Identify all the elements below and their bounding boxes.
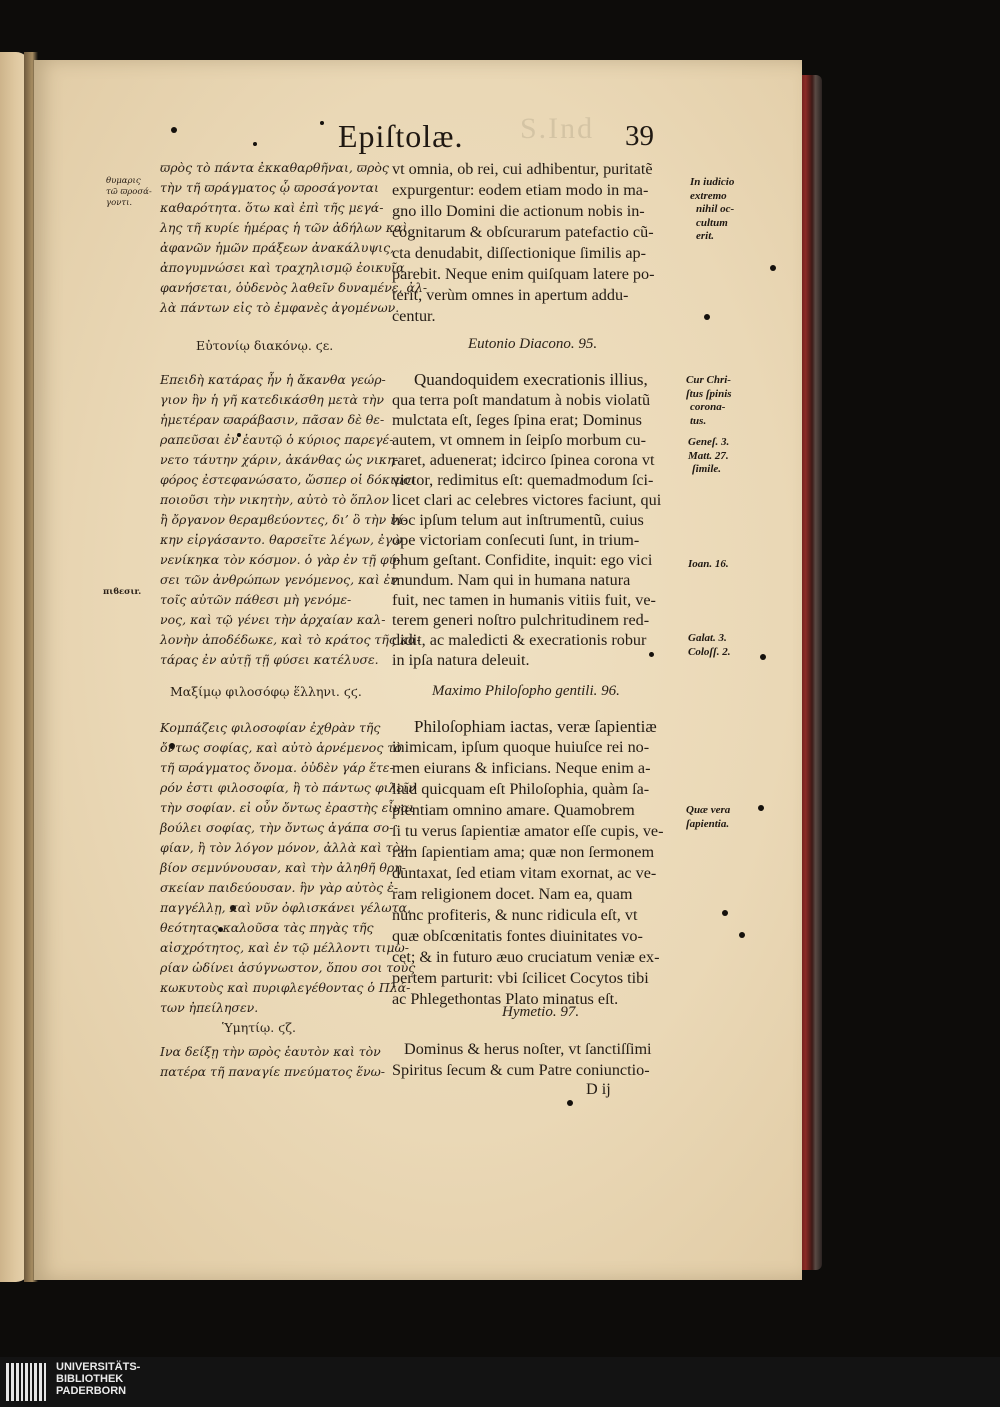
right-note-line: Matt. 27. (688, 449, 729, 462)
greek-heading: Ὑμητίῳ. ϛζ. (222, 1020, 296, 1035)
library-name (56, 1361, 140, 1397)
latin-line: ac Phlegethontas Plato minatus eſt. (392, 990, 619, 1008)
latin-line: ram ſapientiam ama; quæ non ſermonem (392, 843, 655, 861)
latin-line: victor, redimitus eſt: quemadmodum ſci- (392, 471, 654, 489)
right-note-line: extremo (690, 189, 727, 202)
ink-speck (758, 805, 764, 811)
greek-line: θεότητας καλοῦσα τὰς πηγὰς τῆς (160, 920, 374, 935)
ink-speck (760, 654, 766, 660)
latin-line: ſi tu verus ſapientiæ amator eſſe cupis, ve- (392, 822, 664, 840)
latin-line: autem, vt omnem in ſeipſo morbum cu- (392, 431, 647, 449)
left-note-line: θυμαρις (106, 176, 141, 186)
book-page (34, 60, 802, 1280)
greek-line: καθαρότητα. ὅτω καὶ ἐπὶ τῆς μεγά- (160, 200, 384, 215)
left-margin-note: πιϐεσιr. (103, 587, 142, 597)
right-note-line: corona- (690, 401, 726, 413)
latin-line: terit, verùm omnes in apertum addu- (392, 286, 629, 304)
greek-line: φίαν, ἢ τὸν λόγον μόνον, ἀλλὰ καὶ τὸν (160, 840, 408, 855)
greek-line: τῆ ϖράγματος ὄνομα. ὁὐδὲν γάρ ἕτε- (160, 760, 394, 775)
greek-line: γιον ἣν ἡ γῆ κατεδικάσθη μετὰ τὴν (160, 392, 384, 407)
greek-heading: Εὐτονίῳ διακόνῳ. ϛε. (196, 338, 334, 353)
right-note-line: ſimile. (692, 463, 722, 475)
greek-line: ραπεῦσαι ἐν ἑαυτῷ ὁ κύριος παρεγέ- (160, 432, 394, 447)
ink-speck (739, 932, 745, 938)
library-name-line: BIBLIOTHEK (56, 1373, 124, 1385)
ink-speck (704, 314, 710, 320)
greek-line: βούλει σοφίας, τὴν ὄντως ἀγάπα σο- (160, 820, 394, 835)
right-margin-note (690, 176, 734, 244)
greek-line: Ινα δείξῃ τὴν ϖρὸς ἑαυτὸν καὶ τὸν (160, 1044, 381, 1059)
right-margin-note (688, 632, 730, 659)
greek-line: νενίκηκα τὸν κόσμον. ὁ γὰρ ἐν τῇ φύ- (160, 552, 401, 567)
greek-line: πατέρα τῆ παναγίε πνεύματος ἕνω- (160, 1064, 385, 1079)
signature-mark: D ij (586, 1080, 611, 1098)
greek-line: νετο τάυτην χάριν, ἀκάνθας ὡς νικη- (160, 452, 399, 467)
left-note-line: τῶ ϖροσά- (106, 187, 152, 197)
latin-line: terem generi noſtro pulchritudinem red- (392, 611, 650, 629)
greek-line: τάρας ἐν αὐτῇ τῇ φύσει κατέλυσε. (160, 652, 379, 667)
latin-line: raret, aduenerat; idcirco ſpinea corona vt (392, 451, 655, 469)
latin-heading: Eutonio Diacono. 95. (468, 336, 598, 352)
right-margin-note (686, 804, 730, 831)
latin-line: quæ obſcœnitatis fontes diuinitates vo- (392, 927, 643, 945)
latin-line: gno illo Domini die actionum nobis in- (392, 202, 645, 220)
greek-line: φόρος ἐστεφανώσατο, ὥσπερ οἱ δόκιμοι (160, 472, 416, 487)
latin-line: Dominus & herus noſter, vt ſanctiſſimi (404, 1040, 652, 1058)
ink-speck (320, 121, 324, 125)
page-number: 39 (625, 120, 654, 152)
greek-line: ἀφανῶν ἡμῶν πράξεων ἀνακάλυψις, (160, 240, 395, 255)
latin-line: phum geſtant. Confidite, inquit: ego vici (392, 551, 653, 569)
library-name-line: PADERBORN (56, 1385, 127, 1397)
greek-heading: Μαξίμῳ φιλοσόφῳ ἕλληνι. ϛϛ. (170, 684, 362, 699)
latin-line: in ipſa natura deleuit. (392, 651, 530, 669)
right-note-line: ſtus ſpinis (686, 387, 732, 400)
latin-line: cognitarum & obſcurarum patefactio cũ- (392, 223, 654, 241)
right-margin-note: Ioan. 16. (688, 558, 729, 570)
greek-line: σει τῶν ἀνθρώπων γενόμενος, καὶ ἐν (160, 572, 398, 587)
latin-line: qua terra poſt mandatum à nobis violatũ (392, 391, 651, 409)
right-note-line: Geneſ. 3. (688, 436, 730, 448)
latin-line: cta denudabit, diſſectionique ſimilis ap- (392, 244, 646, 262)
latin-line: vt omnia, ob rei, cui adhibentur, puritatẽ (392, 160, 653, 178)
greek-line: των ἠπείλησεν. (160, 1000, 259, 1015)
latin-line: duntaxat, ſed etiam vitam exornat, ac ve- (392, 864, 657, 882)
right-note-line: In iudicio (690, 176, 735, 188)
right-note-line: Coloſſ. 2. (688, 645, 731, 658)
right-margin-note (688, 436, 729, 477)
greek-line: τοῖς αὐτῶν πάθεσι μὴ γενόμε- (160, 592, 352, 607)
latin-line: men eiurans & inficians. Neque enim a- (392, 759, 651, 777)
greek-line: Επειδὴ κατάρας ἦν ἡ ἄκανθα γεώρ- (160, 372, 386, 387)
right-note-line: Galat. 3. (688, 632, 727, 644)
book-cover-edge (800, 75, 822, 1270)
greek-line: ρόν ἐστι φιλοσοφία, ἢ τὸ πάντως φιλεῖν (160, 780, 416, 795)
ink-speck (722, 910, 728, 916)
greek-line: ρίαν ὠδίνει ἀσύγνωστον, ὅπου σοι τοὺς (160, 960, 416, 975)
latin-line: licet clari ac celebres victores faciunt, qui (392, 491, 662, 509)
latin-line: liud quicquam eſt Philoſophia, quàm ſa- (392, 780, 650, 798)
latin-line: expurgentur: eodem etiam modo in ma- (392, 181, 649, 199)
ink-speck (253, 142, 257, 146)
ink-speck (770, 265, 776, 271)
greek-line: λης τῆ κυρίε ἡμέρας ἡ τῶν ἀδήλων καὶ (160, 220, 408, 235)
latin-line: ram religionem docet. Nam ea, quam (392, 885, 633, 903)
greek-line: Κομπάζεις φιλοσοφίαν ἐχθρὰν τῆς (160, 720, 381, 735)
latin-line: didit, ac maledicti & execrationis robur (392, 631, 647, 649)
latin-line: pientiam omnino amare. Quamobrem (392, 801, 635, 819)
right-note-line: Quæ vera (686, 804, 731, 816)
greek-line: ἀπογυμνώσει καὶ τραχηλισμῷ ἐοικυῖα (160, 260, 405, 275)
latin-heading: Hymetio. 97. (502, 1004, 580, 1020)
greek-line: αἰσχρότητος, καὶ ἐν τῷ μέλλοντι τιμω- (160, 940, 409, 955)
ink-speck (171, 127, 177, 133)
latin-line: Philoſophiam iactas, veræ ſapientiæ (414, 717, 657, 736)
running-head (300, 118, 720, 162)
latin-line: fuit, nec tamen in humanis vitiis fuit, ve- (392, 591, 656, 609)
right-note-line: ſapientia. (686, 817, 730, 830)
latin-line: mundum. Nam qui in humana natura (392, 571, 631, 589)
ink-speck (649, 652, 654, 657)
right-margin-note (686, 374, 732, 428)
latin-line: nunc profiteris, & nunc ridicula eſt, vt (392, 906, 638, 924)
greek-line: φανήσεται, ὁὐδενὸς λαθεῖν δυναμένε, ἀλ- (160, 280, 428, 295)
left-note-line: γοντι. (106, 198, 133, 208)
greek-line: ἢ ὄργανον θεραμϐεύοντες, δι’ ὃ τὴν νί- (160, 512, 407, 527)
latin-heading: Maximo Philoſopho gentili. 96. (432, 683, 620, 699)
greek-line: ϖρὸς τὸ πάντα ἐκκαθαρθῆναι, ϖρὸς (160, 160, 389, 175)
latin-line: pertem parturit: vbi ſcilicet Cocytos tibi (392, 969, 649, 987)
latin-line: centur. (392, 307, 436, 325)
greek-line: τὴν τῆ ϖράγματος ᾧ ϖροσάγονται (160, 180, 379, 195)
greek-line: ἡμετέραν ϖαράβασιν, πᾶσαν δὲ θε- (160, 412, 385, 427)
greek-line: σκείαν παιδεύουσαν. ἣν γὰρ αὐτὸς ἐ- (160, 880, 399, 895)
greek-line: κωκυτοὺς καὶ πυριφλεγέθοντας ὁ Πλά- (160, 980, 411, 995)
greek-line: νος, καὶ τῷ γένει τὴν ἀρχαίαν καλ- (160, 612, 386, 627)
greek-line: ὄντως σοφίας, καὶ αὐτὸ ἀρνέμενος τὸ (160, 740, 402, 755)
right-note-line: Cur Chri- (686, 374, 731, 386)
latin-line: parebit. Neque enim quiſquam latere po- (392, 265, 655, 283)
latin-line: mulctata eſt, ſeges ſpina erat; Dominus (392, 411, 642, 429)
latin-line: inimicam, ipſum quoque huiuſce rei no- (392, 738, 650, 756)
library-logo-icon (6, 1363, 50, 1401)
latin-line: hoc ipſum telum aut inſtrumentũ, cuius (392, 511, 644, 529)
left-margin-note (106, 176, 152, 209)
greek-line: λονὴν ἀποδέδωκε, καὶ τὸ κράτος τῆς κα- (160, 632, 421, 647)
greek-line: παγγέλλῃ, καὶ νῦν ὀφλισκάνει γέλωτα, (160, 900, 411, 915)
right-note-line: nihil oc- (696, 203, 735, 215)
greek-line: κην εἰργάσαντο. θαρσεῖτε λέγων, ἐγὼ (160, 532, 403, 547)
greek-line: τὴν σοφίαν. εἰ οὖν ὄντως ἐραστὴς εἶναι (160, 800, 415, 815)
library-name-line: UNIVERSITÄTS- (56, 1361, 141, 1373)
latin-line: cet; & in futuro æuo cruciatum veniæ ex- (392, 948, 660, 966)
greek-line: ποιοῦσι τὴν νικητὴν, αὐτὸ τὸ ὅπλον (160, 492, 389, 507)
greek-line: βίον σεμνύνουσαν, καὶ τὴν ἀληθῆ θρη- (160, 860, 406, 875)
greek-line: λὰ πάντων εἰς τὸ ἐμφανὲς ἀγομένων. (160, 300, 400, 315)
right-note-line: cultum (696, 216, 728, 229)
ink-speck (567, 1100, 573, 1106)
right-note-line: erit. (696, 230, 715, 242)
latin-line: Spiritus ſecum & cum Patre coniunctio- (392, 1061, 650, 1079)
latin-line: Quandoquidem execrationis illius, (414, 370, 648, 389)
bleed-through-text: S.Ind (520, 112, 595, 145)
latin-line: ope victoriam conſecuti ſunt, in trium- (392, 531, 640, 549)
library-footer (0, 1357, 1000, 1407)
right-note-line: tus. (690, 414, 707, 427)
page-title: Epiſtolæ. (338, 118, 464, 154)
